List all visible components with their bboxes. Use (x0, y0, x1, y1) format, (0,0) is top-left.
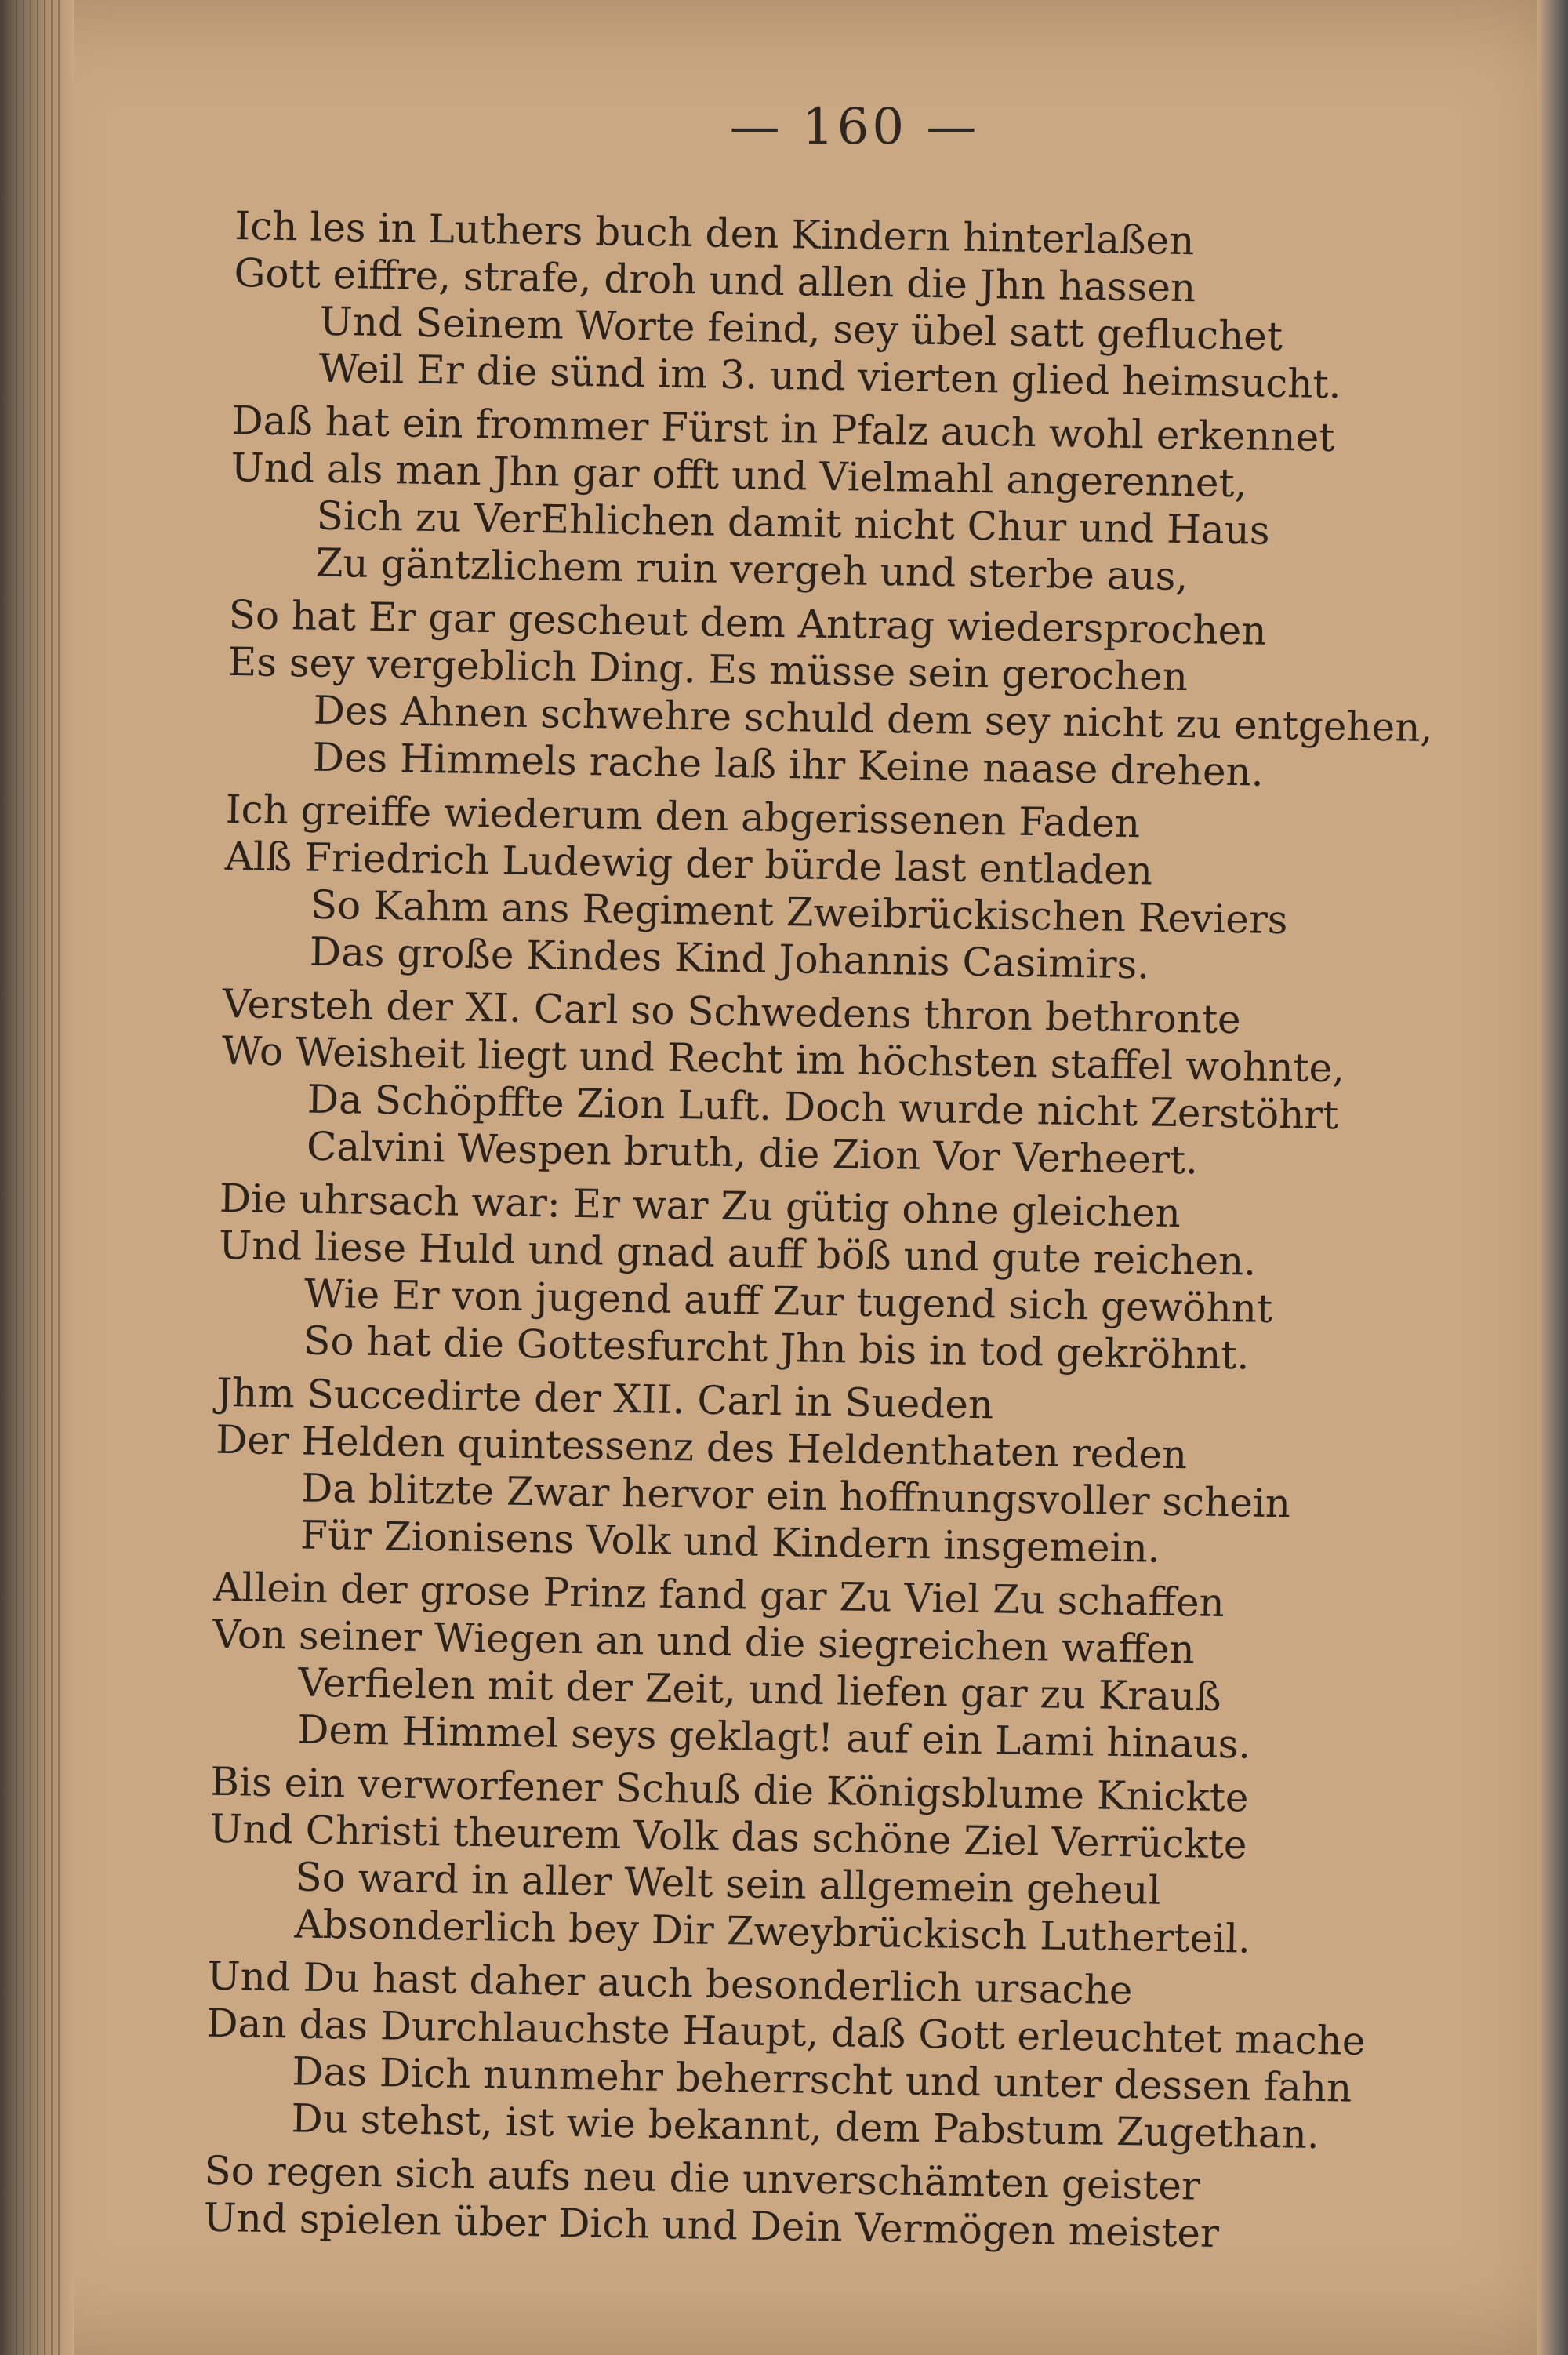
stanza (217, 1175, 1334, 1380)
verse-line: Da blitzte Zwar hervor ein hoffnungsvoller schein (300, 1465, 1291, 1527)
verse-line: So hat die Gottesfurcht Jhn bis in tod gekröhnt. (303, 1317, 1250, 1379)
stanza (203, 2147, 1318, 2259)
stanza (205, 1953, 1366, 2158)
verse-line: Die uhrsach war: Er war Zu gütig ohne gleichen (219, 1175, 1181, 1237)
verse-line: Weil Er die sünd im 3. und vierten glied heimsucht. (318, 345, 1341, 408)
verse-line: Dan das Durchlauchste Haupt, daß Gott erleuchtet mache (206, 2000, 1366, 2064)
page-edges (16, 0, 63, 2355)
verse-line: Das Dich nunmehr beherrscht und unter dessen fahn (292, 2048, 1352, 2111)
verse-line: Jhm Succedirte der XII. Carl in Sueden (216, 1369, 994, 1428)
verse-line: Und Christi theurem Volk das schöne Ziel Verrückte (209, 1805, 1247, 1868)
verse-line: So hat Er gar gescheut dem Antrag wiedersprochen (228, 591, 1267, 654)
stanza (208, 1758, 1324, 1964)
stanza (226, 591, 1433, 797)
verse-line: Und als man Jhn gar offt und Vielmahl angerennet, (230, 444, 1247, 507)
verse-line: Des Himmels rache laß ihr Keine naase drehen. (312, 734, 1265, 795)
verse-line: Gott eiffre, strafe, droh und allen die Jhn hassen (234, 249, 1196, 311)
verse-line: Bis ein verworfener Schuß die Königsblume Knickte (209, 1758, 1249, 1821)
verse-line: Von seiner Wiegen an und die siegreichen waffen (212, 1611, 1196, 1673)
stanza (211, 1564, 1327, 1769)
verse-line: Allein der grose Prinz fand gar Zu Viel Zu schaffen (212, 1564, 1225, 1626)
page-right-edge (1537, 0, 1568, 2355)
verse-line: Dem Himmel seys geklagt! auf ein Lami hinaus. (296, 1706, 1251, 1768)
verse-line: Und liese Huld und gnad auff böß und gute reichen. (218, 1222, 1257, 1285)
stanza (223, 786, 1340, 991)
verse-line: Ich les in Luthers buch den Kindern hinterlaßen (234, 202, 1195, 264)
stanza (232, 202, 1348, 408)
verse-line: Und Seinem Worte feind, sey übel satt gefluchet (319, 298, 1283, 360)
verse-line: Daß hat ein frommer Fürst in Pfalz auch wohl erkennet (231, 397, 1335, 461)
verse-line: Und Du hast daher auch besonderlich ursache (207, 1953, 1133, 2014)
verse-line: Verfielen mit der Zeit, und liefen gar zu Krauß (297, 1659, 1222, 1720)
stanza (229, 397, 1345, 602)
verse-line: Ich greiffe wiederum den abgerissenen Faden (225, 786, 1141, 847)
verse-line: Zu gäntzlichem ruin vergeh und sterbe aus, (315, 540, 1189, 600)
verse-line: Der Helden quintessenz des Heldenthaten reden (215, 1416, 1188, 1478)
verse-line: Wie Er von jugend auff Zur tugend sich gewöhnt (303, 1270, 1273, 1332)
verse-line: Sich zu VerEhlichen damit nicht Chur und Haus (316, 492, 1271, 554)
verse-line: Calvini Wespen bruth, die Zion Vor Verheert. (306, 1123, 1199, 1183)
poem-text (203, 202, 1433, 2265)
verse-line: Es sey vergeblich Ding. Es müsse sein gerochen (227, 638, 1189, 700)
verse-line: Das große Kindes Kind Johannis Casimirs. (309, 929, 1150, 988)
verse-line: Des Ahnen schwehre schuld dem sey nicht zu entgehen, (313, 687, 1433, 751)
verse-line: Versteh der XI. Carl so Schwedens thron bethronte (222, 980, 1242, 1043)
verse-line: Wo Weisheit liegt und Recht im höchsten staffel wohnte, (221, 1027, 1345, 1092)
verse-line: Für Zionisens Volk und Kindern insgemein. (299, 1512, 1161, 1572)
verse-line: Du stehst, ist wie bekannt, dem Pabstum Zugethan. (291, 2095, 1320, 2158)
stanza (214, 1369, 1330, 1575)
verse-line: Und spielen über Dich und Dein Vermögen meister (203, 2194, 1220, 2257)
verse-line: So Kahm ans Regiment Zweibrückischen Reviers (310, 881, 1288, 943)
stanza (220, 980, 1345, 1186)
page-number: — 160 — (729, 98, 980, 156)
verse-line: Alß Friedrich Ludewig der bürde last entladen (224, 833, 1153, 894)
verse-line: So regen sich aufs neu die unverschämten geister (204, 2147, 1201, 2209)
verse-line: Absonderlich bey Dir Zweybrückisch Lutherteil. (294, 1901, 1251, 1962)
verse-line: Da Schöpffte Zion Luft. Doch wurde nicht Zerstöhrt (307, 1076, 1339, 1139)
verse-line: So ward in aller Welt sein allgemein geheul (295, 1854, 1161, 1913)
